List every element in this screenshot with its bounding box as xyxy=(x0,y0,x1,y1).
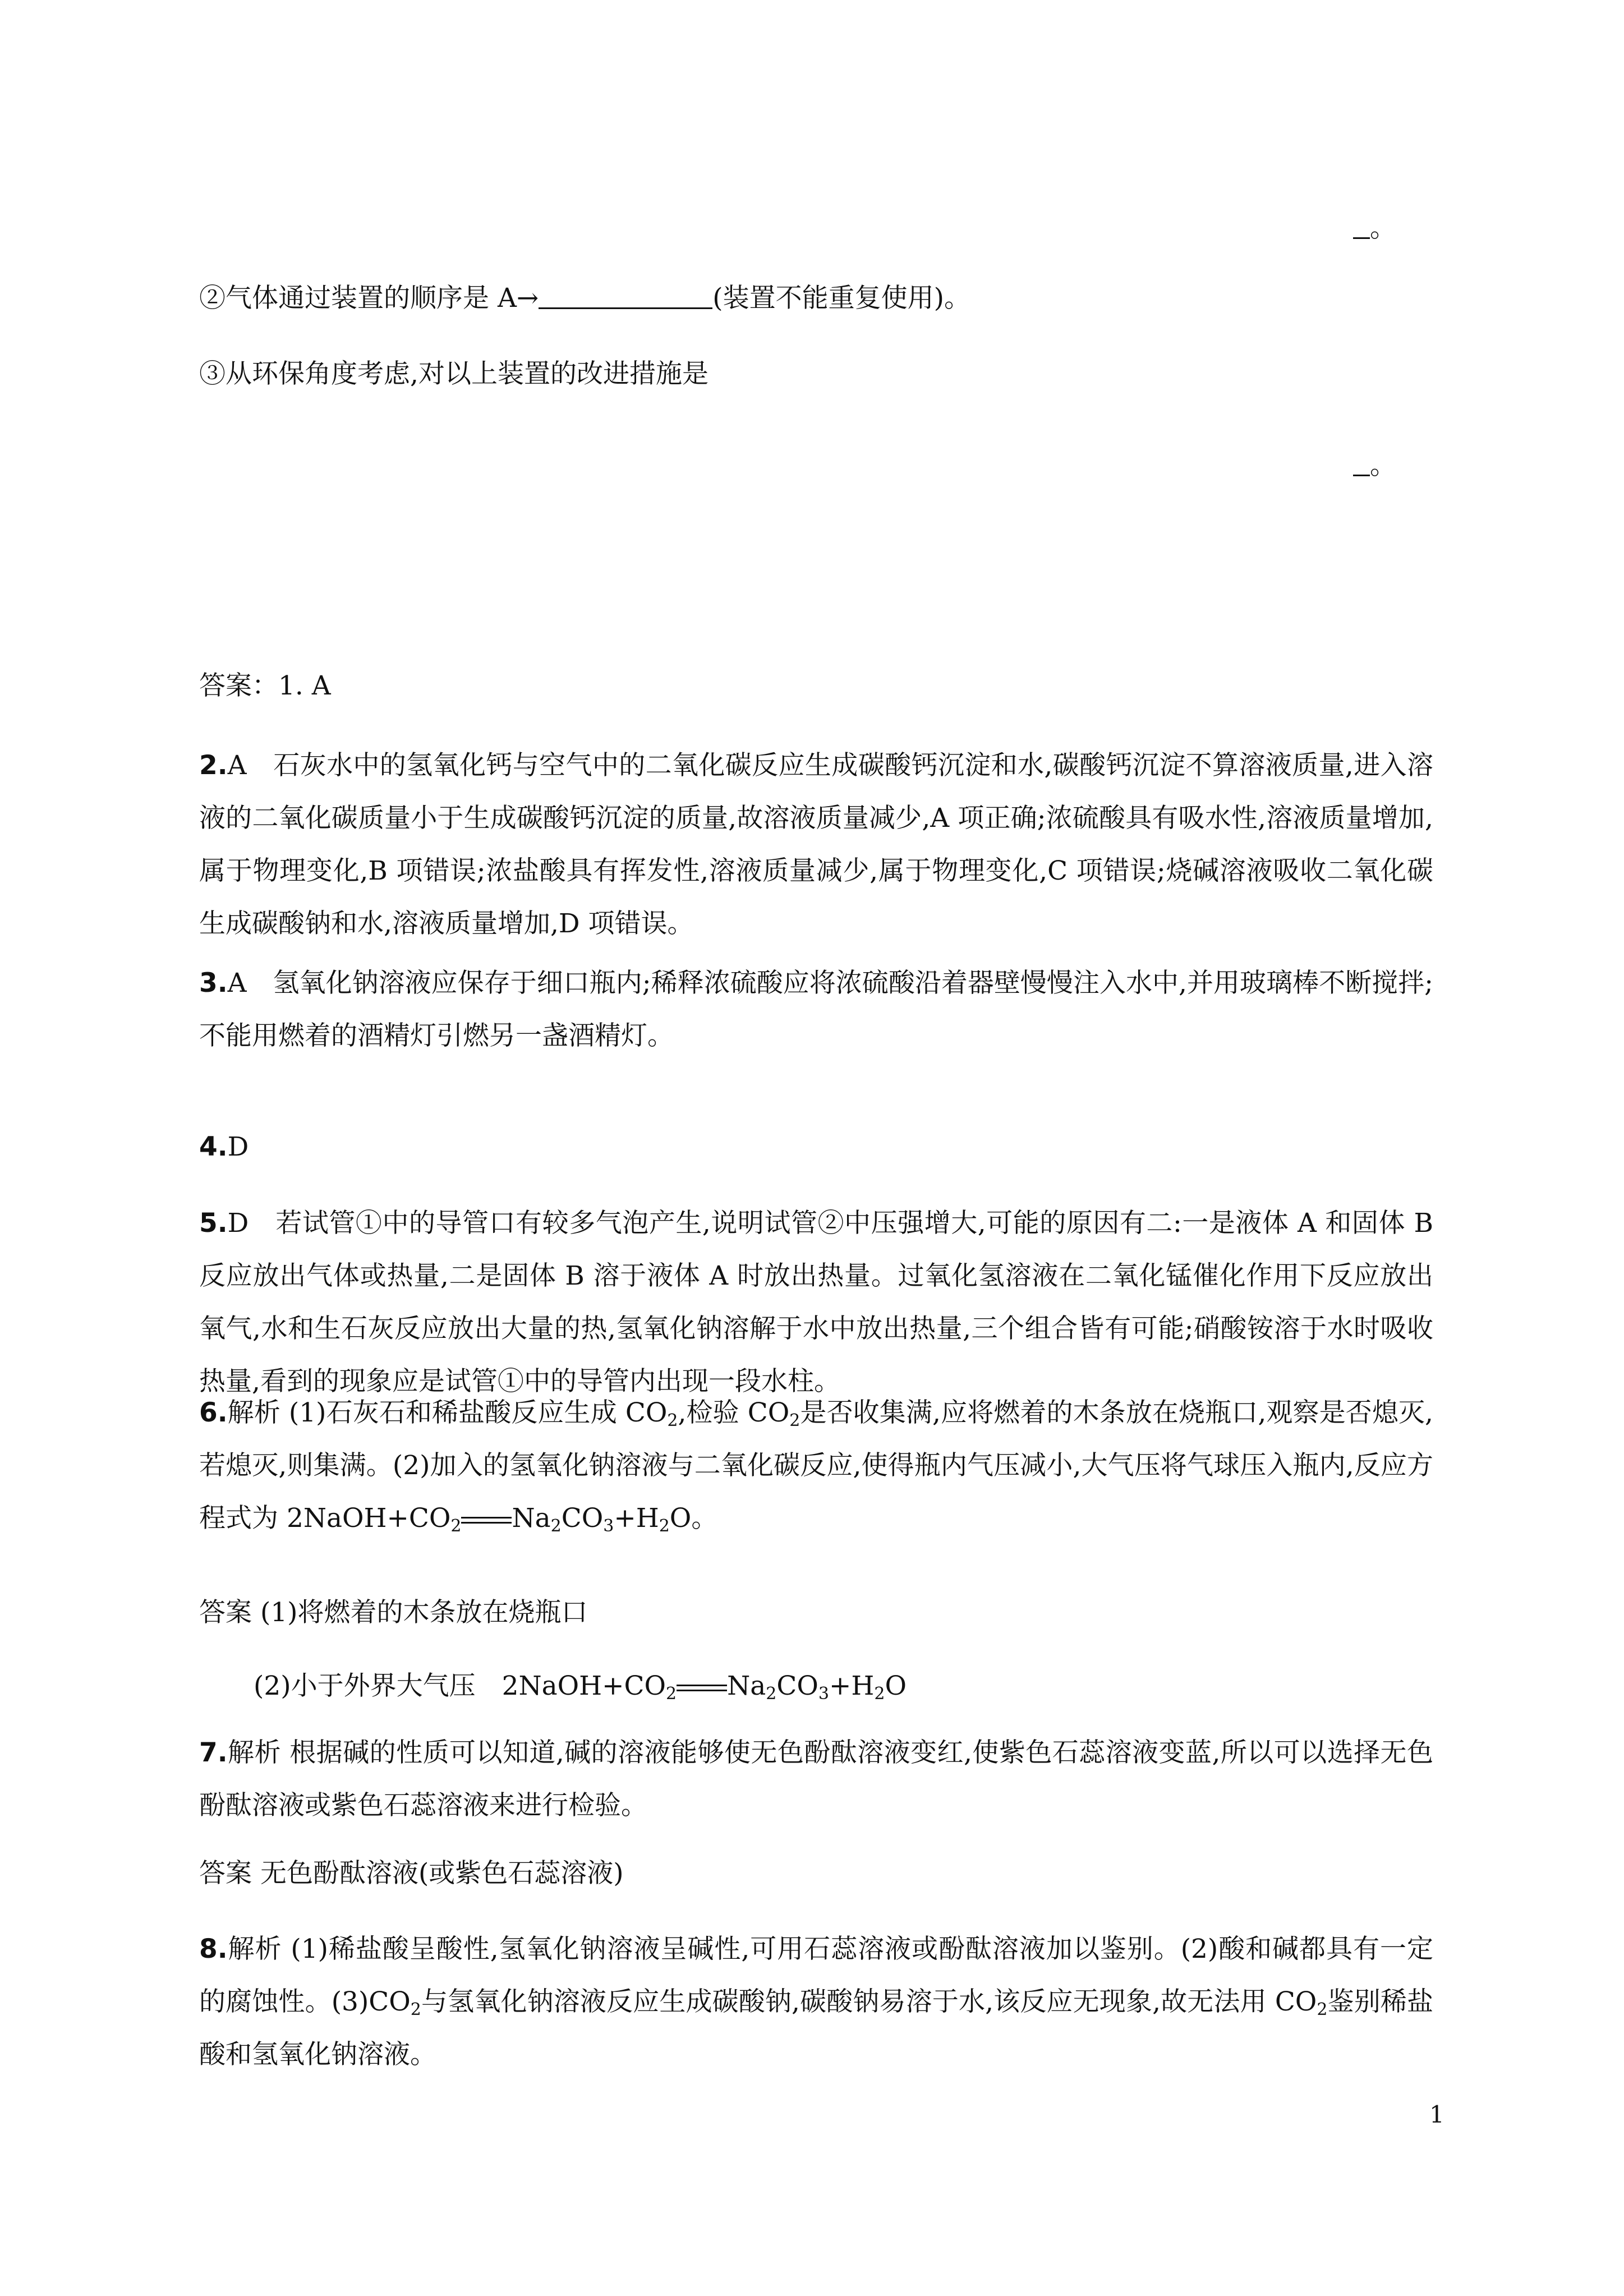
answer-8-analysis: 8.解析 (1)稀盐酸呈酸性,氢氧化钠溶液呈碱性,可用石蕊溶液或酚酞溶液加以鉴别。(2)酸和碱都具有一定的腐蚀性。$(3)CO_2$与氢氧化钠溶液反应生成碳酸钠,碳酸钠易溶于水,该反应无现象,故无法用 $CO_2$鉴别稀盐酸和氢氧化钠溶液。 xyxy=(199,1934,1433,2070)
question-2-line: ②气体通过装置的顺序是 A→ (装置不能重复使用)。 xyxy=(199,283,970,314)
answer-4: 4.D xyxy=(199,1131,249,1162)
answer-7-result: 答案 无色酚酞溶液(或紫色石蕊溶液) xyxy=(199,1858,624,1889)
answer-3: 3.A 氢氧化钠溶液应保存于细口瓶内;稀释浓硫酸应将浓硫酸沿着器壁慢慢注入水中,并用玻璃棒不断搅拌;不能用燃着的酒精灯引燃另一盏酒精灯。 xyxy=(199,968,1433,1051)
answer-2: 2.A 石灰水中的氢氧化钙与空气中的二氧化碳反应生成碳酸钙沉淀和水,碳酸钙沉淀不算溶液质量,进入溶液的二氧化碳质量小于生成碳酸钙沉淀的质量,故溶液质量减少,A 项正确;浓硫酸具有吸水性,溶液质量增加,属于物理变化,B 项错误;浓盐酸具有挥发性,溶液质量减少,属于物理变化,C 项错误;烧碱溶液吸收二氧化碳生成碳酸钠和水,溶液质量增加,D 项错误。 xyxy=(199,750,1433,939)
fill-blank-end-2: 。 xyxy=(1353,446,1396,485)
question-3-line: ③从环保角度考虑,对以上装置的改进措施是 xyxy=(199,358,709,389)
answer-blank xyxy=(1353,450,1370,476)
answer-6-analysis: 6.解析 (1)石灰石和稀盐酸反应生成 $CO_2$,检验 $CO_2$是否收集满,应将燃着的木条放在烧瓶口,观察是否熄灭,若熄灭,则集满。(2)加入的氢氧化钠溶液与二氧化碳反应,使得瓶内气压减小,大气压将气球压入瓶内,反应方程式为 $2NaOH+CO_2$ $Na_2CO_3+H_2O$。 xyxy=(199,1397,1433,1536)
fill-blank-end-1: 。 xyxy=(1353,209,1396,248)
answer-6-result-1: 答案 (1)将燃着的木条放在烧瓶口 xyxy=(199,1597,588,1628)
equals-sign xyxy=(677,1685,727,1691)
answer-blank xyxy=(1353,213,1370,239)
answer-5: 5.D 若试管①中的导管口有较多气泡产生,说明试管②中压强增大,可能的原因有二:一是液体 A 和固体 B 反应放出气体或热量,二是固体 B 溶于液体 A 时放出热量。过氧化氢溶液在二氧化锰催化作用下反应放出氧气,水和生石灰反应放出大量的热,氢氧化钠溶解于水中放出热量,三个组合皆有可能;硝酸铵溶于水时吸收热量,看到的现象应是试管①中的导管内出现一段水柱。 xyxy=(199,1208,1433,1397)
answer-6-result-2: (2)小于外界大气压 $2NaOH+CO_2$ $Na_2CO_3+H_2O$ xyxy=(254,1671,907,1704)
page-number: 1 xyxy=(1429,2101,1444,2128)
answer-7-analysis: 7.解析 根据碱的性质可以知道,碱的溶液能够使无色酚酞溶液变红,使紫色石蕊溶液变蓝,所以可以选择无色酚酞溶液或紫色石蕊溶液来进行检验。 xyxy=(199,1737,1433,1821)
answer-1: 答案：1. A xyxy=(199,670,331,701)
equals-sign xyxy=(461,1517,512,1524)
answer-blank xyxy=(539,283,712,309)
